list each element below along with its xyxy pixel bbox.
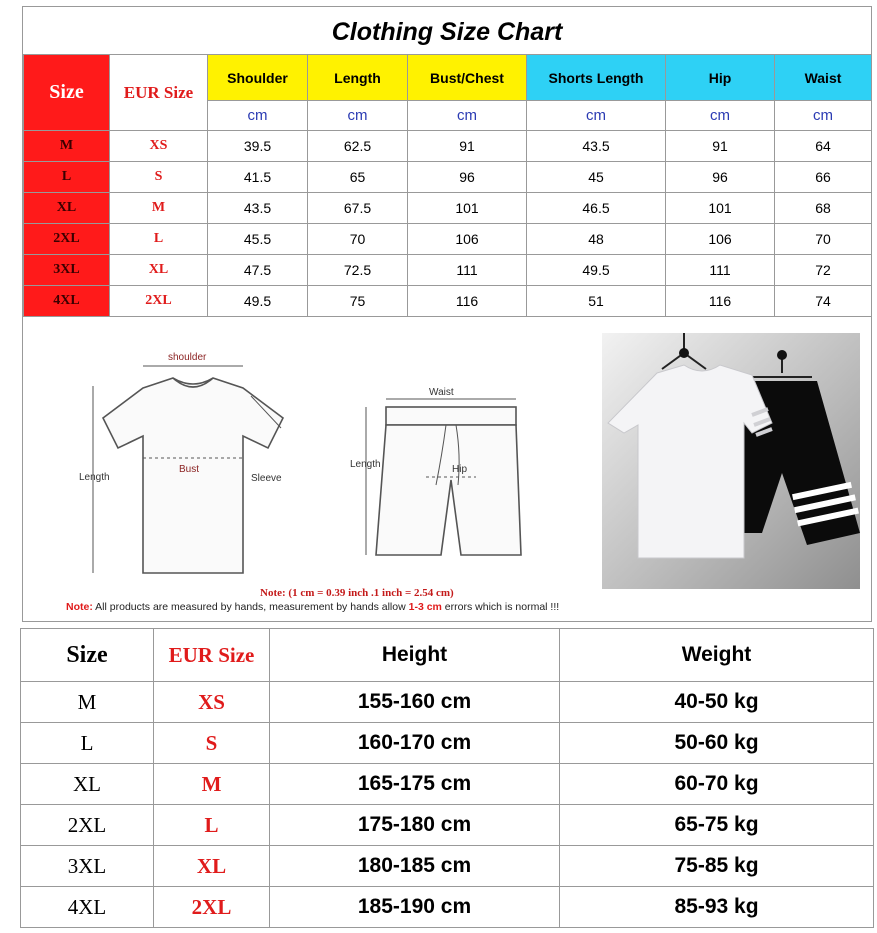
shorts-length-label: Length (350, 459, 381, 470)
unit-cell: cm (666, 101, 775, 131)
body-size-cell: 60-70 kg (560, 764, 874, 805)
measurement-cell: 68 (775, 193, 872, 224)
measurement-cell: 45.5 (208, 224, 308, 255)
unit-cell: cm (527, 101, 666, 131)
measurement-cell: XL (24, 193, 110, 224)
body-header-size: Size (21, 629, 154, 682)
unit-cell: cm (308, 101, 408, 131)
body-size-cell: M (154, 764, 270, 805)
measurement-cell: 67.5 (308, 193, 408, 224)
measurement-row (24, 255, 872, 286)
body-size-cell: 3XL (21, 846, 154, 887)
measurement-cell: 47.5 (208, 255, 308, 286)
body-size-cell: 180-185 cm (270, 846, 560, 887)
sleeve-label: Sleeve (251, 473, 282, 484)
measurement-cell: 72 (775, 255, 872, 286)
measurement-cell: 96 (666, 162, 775, 193)
body-size-cell: 65-75 kg (560, 805, 874, 846)
measurement-cell: 64 (775, 131, 872, 162)
measurement-cell: M (24, 131, 110, 162)
measurement-cell: XS (110, 131, 208, 162)
body-size-cell: XS (154, 682, 270, 723)
measurement-table (23, 54, 872, 317)
measurement-cell: L (110, 224, 208, 255)
body-size-cell: 185-190 cm (270, 887, 560, 928)
measurement-cell: 70 (308, 224, 408, 255)
note-label: Note: (66, 601, 93, 613)
body-header-eur-size: EUR Size (154, 629, 270, 682)
measurement-cell: L (24, 162, 110, 193)
header-eur-size: EUR Size (110, 55, 208, 131)
conversion-note: Note: (1 cm = 0.39 inch .1 inch = 2.54 cm) (260, 587, 454, 599)
tshirt-diagram (73, 348, 303, 588)
measurement-row (24, 131, 872, 162)
body-size-cell: S (154, 723, 270, 764)
body-size-cell: 40-50 kg (560, 682, 874, 723)
measurement-cell: 111 (408, 255, 527, 286)
measurement-cell: 2XL (24, 224, 110, 255)
waist-label: Waist (429, 387, 454, 398)
measurement-cell: 43.5 (527, 131, 666, 162)
measurement-cell: 46.5 (527, 193, 666, 224)
measurement-cell: 45 (527, 162, 666, 193)
measurement-cell: 101 (666, 193, 775, 224)
measurement-cell: 111 (666, 255, 775, 286)
body-size-row (21, 764, 874, 805)
measurement-cell: 101 (408, 193, 527, 224)
measurement-cell: 62.5 (308, 131, 408, 162)
body-size-row (21, 682, 874, 723)
header-hip: Hip (666, 55, 775, 101)
note-highlight: 1-3 cm (408, 601, 442, 613)
body-size-cell: 165-175 cm (270, 764, 560, 805)
measurement-cell: 49.5 (208, 286, 308, 317)
measurement-header-row (24, 55, 872, 101)
unit-cell: cm (208, 101, 308, 131)
measurement-cell: 91 (666, 131, 775, 162)
unit-cell: cm (775, 101, 872, 131)
measurement-cell: 51 (527, 286, 666, 317)
measurement-cell: XL (110, 255, 208, 286)
measurement-cell: 39.5 (208, 131, 308, 162)
hip-label: Hip (452, 464, 468, 475)
measurement-cell: 116 (408, 286, 527, 317)
measurement-row (24, 286, 872, 317)
unit-cell: cm (408, 101, 527, 131)
measurement-cell: 49.5 (527, 255, 666, 286)
shoulder-label: shoulder (168, 352, 207, 363)
body-size-cell: 175-180 cm (270, 805, 560, 846)
body-size-cell: 85-93 kg (560, 887, 874, 928)
header-shoulder: Shoulder (208, 55, 308, 101)
body-size-row (21, 805, 874, 846)
header-waist: Waist (775, 55, 872, 101)
measurement-cell: 116 (666, 286, 775, 317)
measurement-cell: M (110, 193, 208, 224)
product-photo (602, 333, 860, 589)
measurement-cell: 106 (666, 224, 775, 255)
body-size-cell: 2XL (21, 805, 154, 846)
measurement-cell: 70 (775, 224, 872, 255)
body-size-cell: L (154, 805, 270, 846)
note-end: errors which is normal !!! (441, 601, 560, 613)
header-bust-chest: Bust/Chest (408, 55, 527, 101)
body-size-cell: XL (21, 764, 154, 805)
measurement-cell: 41.5 (208, 162, 308, 193)
measurement-cell: 91 (408, 131, 527, 162)
chart-title: Clothing Size Chart (331, 18, 563, 46)
body-size-cell: 155-160 cm (270, 682, 560, 723)
note-text: All products are measured by hands, measurement by hands allow (92, 601, 409, 613)
measurement-cell: 106 (408, 224, 527, 255)
measurement-row (24, 224, 872, 255)
body-size-row (21, 846, 874, 887)
measurement-cell: 75 (308, 286, 408, 317)
header-shorts-length: Shorts Length (527, 55, 666, 101)
measurement-note (66, 601, 559, 613)
body-size-row (21, 887, 874, 928)
measurement-cell: 3XL (24, 255, 110, 286)
measurement-cell: 72.5 (308, 255, 408, 286)
measurement-cell: 74 (775, 286, 872, 317)
header-length: Length (308, 55, 408, 101)
measurement-cell: 2XL (110, 286, 208, 317)
product-illustration (602, 333, 860, 589)
measurement-cell: 65 (308, 162, 408, 193)
diagram-area (23, 330, 871, 622)
body-size-cell: 160-170 cm (270, 723, 560, 764)
body-size-cell: 4XL (21, 887, 154, 928)
body-size-cell: 50-60 kg (560, 723, 874, 764)
body-size-cell: M (21, 682, 154, 723)
measurement-row (24, 193, 872, 224)
body-header-weight: Weight (560, 629, 874, 682)
measurement-cell: 96 (408, 162, 527, 193)
bust-label: Bust (179, 464, 200, 475)
measurement-cell: 43.5 (208, 193, 308, 224)
body-size-cell: 2XL (154, 887, 270, 928)
body-size-cell: 75-85 kg (560, 846, 874, 887)
body-size-row (21, 723, 874, 764)
shirt-length-label: Length (79, 472, 110, 483)
body-size-cell: L (21, 723, 154, 764)
size-chart-panel (22, 6, 872, 622)
measurement-cell: 4XL (24, 286, 110, 317)
measurement-row (24, 162, 872, 193)
body-size-table (20, 628, 874, 928)
measurement-cell: 48 (527, 224, 666, 255)
measurement-cell: 66 (775, 162, 872, 193)
body-size-cell: XL (154, 846, 270, 887)
measurement-cell: S (110, 162, 208, 193)
header-size: Size (24, 55, 110, 131)
body-header-height: Height (270, 629, 560, 682)
body-header-row (21, 629, 874, 682)
